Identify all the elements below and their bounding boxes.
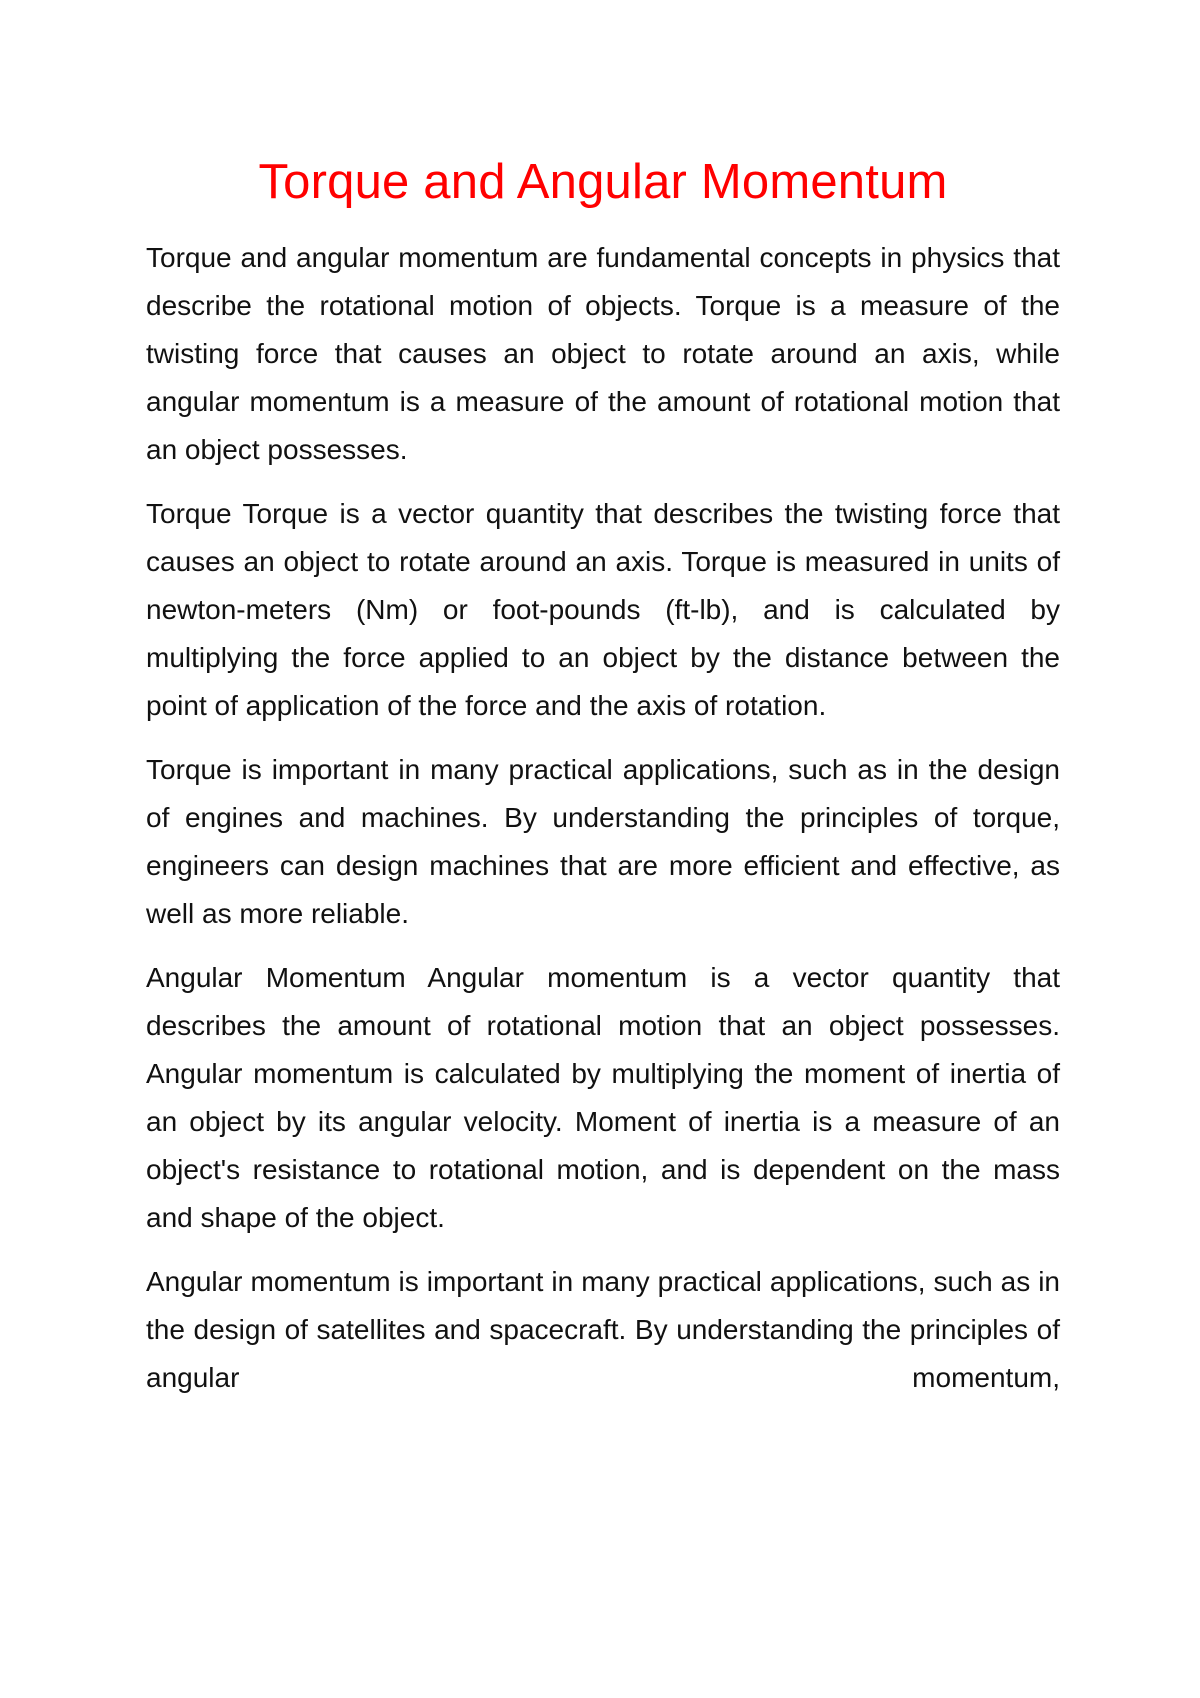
paragraph-torque-definition: Torque Torque is a vector quantity that describes the twisting force that causes an object to rotate around an axis. Torque is measured in units of newton-meters (Nm) or foot-pounds (ft-lb), and is calculated by multiplying the force applied to an object by the distance between the point of application of the force and the axis of rotation. <box>146 498 1060 721</box>
paragraph-torque-applications: Torque is important in many practical applications, such as in the design of engines and machines. By understanding the principles of torque, engineers can design machines that are more efficient and effective, as well as more reliable. <box>146 754 1060 929</box>
paragraph-angular-momentum-applications: Angular momentum is important in many practical applications, such as in the design of satellites and spacecraft. By understanding the principles of angular momentum, <box>146 1266 1060 1393</box>
paragraph-introduction: Torque and angular momentum are fundamental concepts in physics that describe the rotational motion of objects. Torque is a measure of the twisting force that causes an object to rotate around an axis, while angular momentum is a measure of the amount of rotational motion that an object possesses. <box>146 242 1060 465</box>
paragraph-angular-momentum-definition: Angular Momentum Angular momentum is a vector quantity that describes the amount of rotational motion that an object possesses. Angular momentum is calculated by multiplying the moment of inertia of an object by its angular velocity. Moment of inertia is a measure of an object's resistance to rotational motion, and is dependent on the mass and shape of the object. <box>146 962 1060 1233</box>
document-title: Torque and Angular Momentum <box>258 155 948 209</box>
document-body <box>146 152 1060 1418</box>
